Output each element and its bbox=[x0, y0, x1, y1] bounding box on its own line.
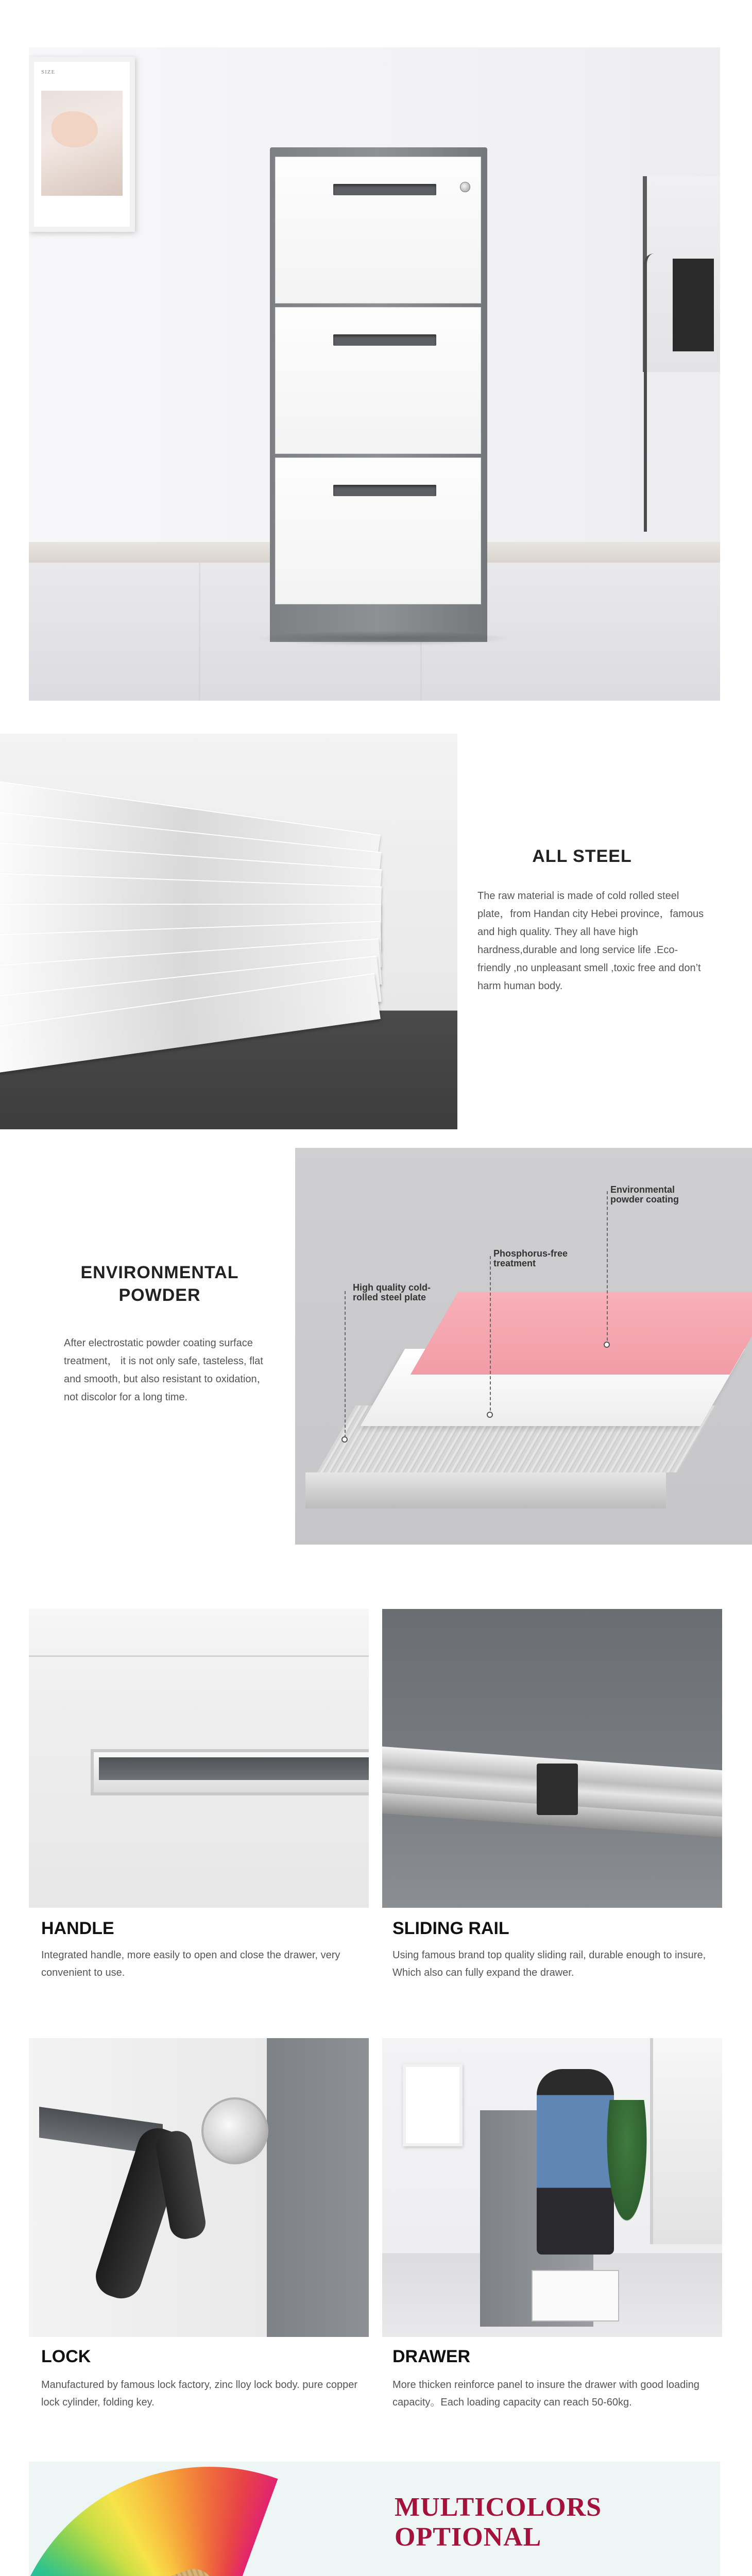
label-steel-line2: rolled steel plate bbox=[353, 1292, 426, 1302]
filing-cabinet bbox=[270, 147, 487, 642]
hero-product-photo bbox=[29, 47, 720, 701]
handle-description: Integrated handle, more easily to open and close the drawer, very convenient to use. bbox=[41, 1950, 340, 1978]
cabinet-drawer-top bbox=[275, 157, 481, 303]
callout-dot-coating bbox=[604, 1342, 610, 1348]
integrated-handle bbox=[91, 1749, 369, 1795]
office-desk-background bbox=[643, 176, 720, 537]
callout-line-phosphorus bbox=[490, 1256, 491, 1416]
all-steel-description: The raw material is made of cold rolled steel plate，from Handan city Hebei province，famous and high quality. They all have high hardness,durable and long service life .Eco-friendly ,no unpleasant smell ,toxic free and don’t harm human body. bbox=[477, 890, 704, 992]
multicolors-title-line1: MULTICOLORS bbox=[395, 2493, 602, 2522]
sliding-rail-title: SLIDING RAIL bbox=[392, 1919, 509, 1938]
multicolors-title-line2: OPTIONAL bbox=[395, 2522, 542, 2552]
label-phosphorus-free bbox=[493, 1249, 568, 1268]
steel-plate-edge bbox=[305, 1472, 666, 1509]
label-phosphorus-line1: Phosphorus-free bbox=[493, 1248, 568, 1259]
drawer-handle bbox=[333, 334, 436, 346]
drawer-description: More thicken reinforce panel to insure the drawer with good loading capacity。Each loading capacity can reach 50-60kg. bbox=[392, 2379, 699, 2408]
all-steel-title: ALL STEEL bbox=[532, 846, 632, 866]
cabinet-shadow bbox=[254, 631, 512, 646]
monitor bbox=[673, 259, 714, 351]
cabinet-drawer-middle bbox=[275, 307, 481, 454]
plant bbox=[604, 2100, 650, 2234]
frame-photo bbox=[41, 91, 123, 196]
lock-image bbox=[29, 2038, 369, 2337]
handle-image bbox=[29, 1609, 369, 1908]
label-environmental-coating bbox=[610, 1185, 679, 1205]
lock-icon bbox=[460, 182, 470, 192]
powder-coating-layer bbox=[411, 1292, 752, 1375]
window bbox=[650, 2038, 722, 2244]
environmental-powder-title bbox=[62, 1261, 258, 1307]
lock-title: LOCK bbox=[41, 2347, 91, 2366]
person-standing bbox=[537, 2069, 614, 2255]
environmental-title-line2: POWDER bbox=[118, 1285, 201, 1306]
callout-line-steel bbox=[345, 1291, 346, 1438]
cabinet-drawer-bottom bbox=[275, 457, 481, 604]
label-phosphorus-line2: treatment bbox=[493, 1258, 536, 1268]
callout-dot-steel bbox=[341, 1436, 348, 1443]
coating-layers-diagram bbox=[295, 1148, 752, 1545]
multicolors-title bbox=[395, 2493, 683, 2552]
frame-caption: SIZE bbox=[41, 69, 56, 75]
environmental-powder-description: After electrostatic powder coating surface treatment， it is not only safe, tasteless, flat and smooth, but also resistant to oxidation，not discolor for a long time. bbox=[64, 1337, 267, 1403]
open-drawer bbox=[532, 2270, 619, 2321]
drawer-title: DRAWER bbox=[392, 2347, 471, 2366]
handle-title: HANDLE bbox=[41, 1919, 114, 1938]
sliding-rail-image bbox=[382, 1609, 722, 1908]
drawer-handle bbox=[333, 184, 436, 195]
sliding-rail-description: Using famous brand top quality sliding rail, durable enough to insure, Which also can fully expand the drawer. bbox=[392, 1950, 706, 1978]
drawer-handle bbox=[333, 485, 436, 496]
callout-line-coating bbox=[607, 1191, 608, 1346]
environmental-title-line1: ENVIRONMENTAL bbox=[80, 1263, 239, 1282]
callout-dot-phosphorus bbox=[487, 1412, 493, 1418]
wall-picture bbox=[403, 2064, 463, 2146]
office-chair bbox=[644, 253, 675, 532]
drawer-load-image bbox=[382, 2038, 722, 2337]
rail-clip bbox=[537, 1764, 578, 1815]
wall-picture-frame bbox=[29, 57, 135, 232]
label-steel-line1: High quality cold- bbox=[353, 1282, 431, 1293]
lock-cylinder-icon bbox=[201, 2097, 268, 2164]
color-swatch-fan bbox=[29, 2467, 410, 2576]
label-coating-line1: Environmental bbox=[610, 1184, 675, 1195]
label-coating-line2: powder coating bbox=[610, 1194, 679, 1205]
steel-plates-image bbox=[0, 734, 457, 1129]
lock-description: Manufactured by famous lock factory, zinc lloy lock body. pure copper lock cylinder, folding key. bbox=[41, 2379, 357, 2408]
drawer-seam bbox=[29, 1655, 369, 1657]
handle-recess bbox=[99, 1757, 369, 1780]
label-steel-plate bbox=[353, 1283, 431, 1302]
